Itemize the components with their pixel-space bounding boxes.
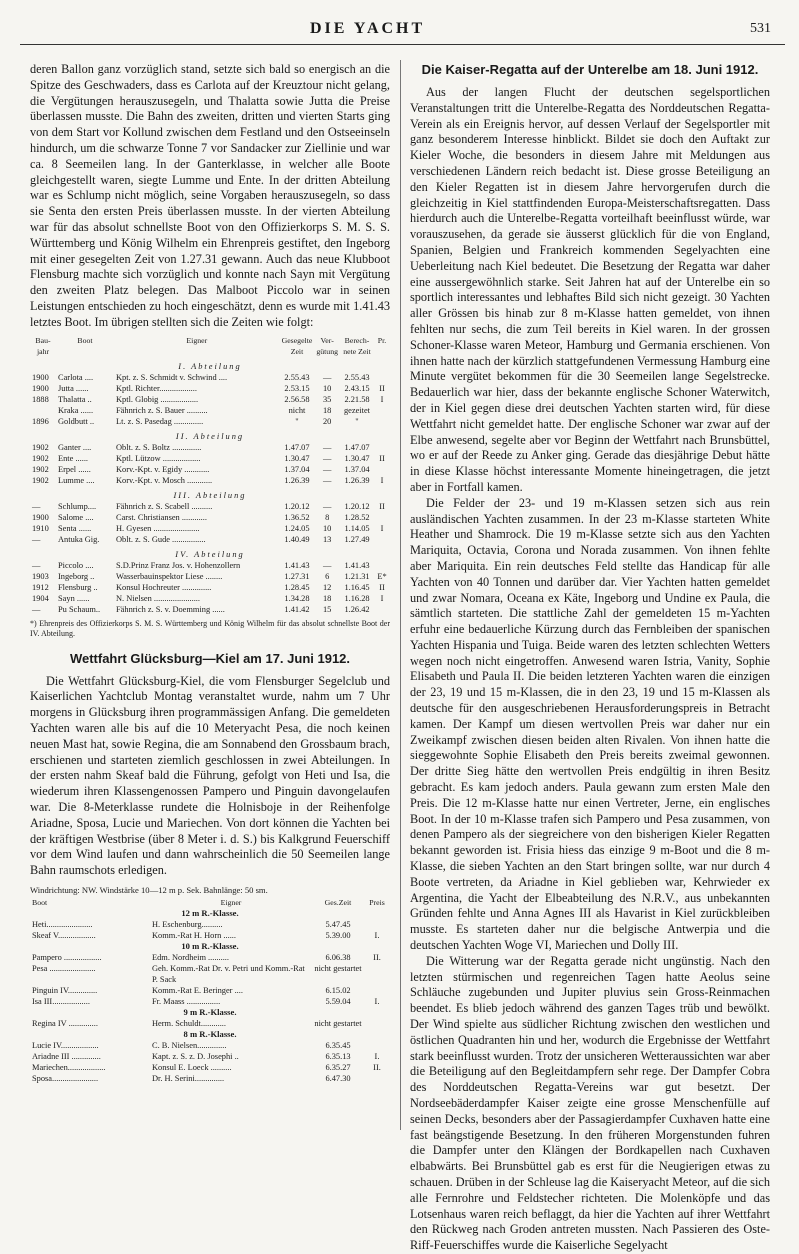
table-cell: E* bbox=[377, 571, 387, 581]
table-row bbox=[30, 952, 390, 963]
table-cell: I. bbox=[374, 996, 380, 1006]
table-cell: Ingeborg .. bbox=[58, 571, 95, 581]
table-cell: — bbox=[322, 372, 332, 382]
table-cell: Konsul E. Loeck .......... bbox=[152, 1062, 232, 1072]
table-cell: 1.37.04 bbox=[284, 464, 310, 474]
table-cell: I bbox=[380, 475, 384, 485]
col-header: Boot bbox=[77, 335, 93, 345]
table-cell: I bbox=[380, 394, 384, 404]
section-heading: Die Kaiser-Regatta auf der Unterelbe am 18. Juni 1912. bbox=[421, 62, 759, 77]
table-section-row bbox=[30, 357, 390, 372]
results-table-body bbox=[30, 357, 390, 615]
table-cell: H. Eschenburg.......... bbox=[152, 919, 223, 929]
table-cell bbox=[374, 442, 390, 453]
table-cell bbox=[364, 919, 390, 930]
table-cell: Schlump.... bbox=[58, 501, 97, 511]
table-row bbox=[30, 416, 390, 427]
table-cell: 1903 bbox=[32, 571, 49, 581]
table-row bbox=[30, 1062, 390, 1073]
table-cell: Fähnrich z. S. v. Doemming ...... bbox=[116, 604, 225, 614]
table-cell: Ganter .... bbox=[58, 442, 92, 452]
table-cell: 1904 bbox=[32, 593, 49, 603]
table-cell: 2.56.58 bbox=[284, 394, 310, 404]
table-row bbox=[30, 582, 390, 593]
table-cell: Geh. Komm.-Rat Dr. v. Petri und Komm.-Rat P. Sack bbox=[152, 963, 305, 984]
table-row bbox=[30, 372, 390, 383]
table-cell: Pinguin IV.............. bbox=[32, 985, 98, 995]
table-row bbox=[30, 394, 390, 405]
table-cell: — bbox=[322, 453, 332, 463]
table-row bbox=[30, 1051, 390, 1062]
table-section-row bbox=[30, 486, 390, 501]
table-cell: Kraka ...... bbox=[58, 405, 94, 415]
col-header: Eigner bbox=[186, 335, 208, 345]
table-row bbox=[30, 919, 390, 930]
table-cell: " bbox=[295, 416, 299, 426]
table-row bbox=[30, 1073, 390, 1084]
table-row bbox=[30, 501, 390, 512]
table-cell: 1.24.05 bbox=[284, 523, 310, 533]
table-cell: 1.27.31 bbox=[284, 571, 310, 581]
table-cell: 1.21.31 bbox=[344, 571, 370, 581]
table-cell: Kptl. Richter.................. bbox=[116, 383, 197, 393]
table-cell: 1.16.45 bbox=[344, 582, 370, 592]
table-cell: Sposa...................... bbox=[32, 1073, 99, 1083]
table-cell: — bbox=[322, 475, 332, 485]
table-cell: — bbox=[32, 604, 41, 614]
table-cell: Regina IV .............. bbox=[32, 1018, 98, 1028]
table-cell: Ente ...... bbox=[58, 453, 89, 463]
table-cell: 1.47.07 bbox=[284, 442, 310, 452]
table-cell: 18 bbox=[322, 405, 332, 415]
table-cell: 2.53.15 bbox=[284, 383, 310, 393]
division-label: III. Abteilung bbox=[173, 490, 247, 500]
table-section-row bbox=[30, 941, 390, 952]
table-cell: nicht bbox=[288, 405, 306, 415]
table-cell: 1.41.43 bbox=[344, 560, 370, 570]
table-cell: Herm. Schuldt............ bbox=[152, 1018, 226, 1028]
table-cell: Piccolo .... bbox=[58, 560, 94, 570]
table-cell: 1900 bbox=[32, 372, 49, 382]
table-cell: Carlota .... bbox=[58, 372, 94, 382]
table-cell: 1.16.28 bbox=[344, 593, 370, 603]
results-table-body bbox=[30, 908, 390, 1084]
table-row bbox=[30, 512, 390, 523]
table-row bbox=[30, 571, 390, 582]
col-header: Berech-nete Zeit bbox=[343, 335, 371, 356]
results-table-gluecksburg bbox=[30, 897, 390, 1084]
table-cell: 6.06.38 bbox=[325, 952, 351, 962]
table-cell: 1.40.49 bbox=[284, 534, 310, 544]
table-cell: S.D.Prinz Franz Jos. v. Hohenzollern bbox=[116, 560, 241, 570]
table-row bbox=[30, 560, 390, 571]
table-cell: 1900 bbox=[32, 512, 49, 522]
table-cell: Pesa ...................... bbox=[32, 963, 96, 973]
table-row bbox=[30, 523, 390, 534]
table-cell: II bbox=[379, 501, 385, 511]
table-cell: Isa III.................. bbox=[32, 996, 90, 1006]
table-cell: Korv.-Kpt. v. Egidy ............ bbox=[116, 464, 210, 474]
col-header: Preis bbox=[369, 897, 385, 907]
table-cell bbox=[374, 372, 390, 383]
table-cell bbox=[374, 464, 390, 475]
table-cell: Kpt. z. S. Schmidt v. Schwind .... bbox=[116, 372, 228, 382]
table-cell: 2.55.43 bbox=[344, 372, 370, 382]
table-cell: Lt. z. S. Pasedag .............. bbox=[116, 416, 204, 426]
paragraph: Aus der langen Flucht der deutschen segelsportlichen Veranstaltungen tritt die Unterelbe-Regatta des Norddeutschen Regatta-Verein als ein Ereignis hervor, auf dessen Verlauf der Segelsportler mit ganz besonderem Interesse hinblickt. Bildet sie doch den Auftakt zur Kieler Woche, die besonders in diesem Jahre mit Meldungen aus verschiedenen Ländern reich bedacht ist. Diese grosse Beteiligung an den Kieler Regatten ist in diesem Jahre hervorgerufen durch die gleichzeitig in Kiel stattfindenden Europa-Meisterschaftsregatten. Dass hierdurch auch die Unterelbe-Regatta vorteilhaft beeinflusst würde, war vorauszusehen, da gerade sie äusserst glücklich für die von England, Spanien, Belgien und Frankreich kommenden Segelyachten eine Ueberleitung nach Kiel bedeutet. Die Besetzung der Regatta war daher eine aussergewöhnlich starke. Seit Jahren hat auf der Unterelbe ein so sportlich interessantes und lebhaftes Bild sich nicht gezeigt. 30 Yachten aller Grössen bis hinab zur 8 m-Klasse hatten gemeldet, von ihnen fehlten nur sechs, die zum Teil bereits in Kiel waren. In der grossen Schoner-Klasse waren Meteor, Hamburg und Germania erschienen. Von ihnen hatte nach der kürzlich stattgefundenen Vermessung Hamburg eine Minute vergütet bekommen für die 30 Seemeilen lange Segelstrecke. Bedauerlich war hier, dass der bekannte englische Schoner Waterwitch, der in Kiel gegen diese drei deutschen Yachten starten wird, für diese Wettfahrt nicht gemeldet hatte. Der englische Schoner war zwar auf der Elbe anwesend, segelte aber vor Beginn der Wettfahrt nach Brunsbüttel, wo er auf der Reede zu Anker ging. Gerade das diesjährige Debut hätte in diese Klasse höchst interessante Momente hineingetragen, die jetzt aber in Fortfall kamen. bbox=[410, 85, 770, 494]
page-number: 531 bbox=[750, 21, 771, 36]
table-cell: 5.59.04 bbox=[325, 996, 351, 1006]
table-cell bbox=[364, 1073, 390, 1084]
table-cell: 1.41.43 bbox=[284, 560, 310, 570]
table-cell: 1902 bbox=[32, 475, 49, 485]
table-cell: 35 bbox=[322, 394, 332, 404]
paragraph: deren Ballon ganz vorzüglich stand, setzte sich bald so energisch an die Spitze des Geschwaders, dass es Carlota auf der Kreuztour nicht gelang, die Vergütungen herauszusegeln, und Thalatta sowie Jutta die Preise überlassen musste. Die Bahn des zweiten, dritten und vierten Starts ging von dem Start vor Kollund zwischen dem Festland und den Ostseeinseln hindurch, um die schwarze Tonne 7 vor Sandacker zur Ziellinie und war ca. 8 Seemeilen lang. In der Ganterklasse, in welcher alle Boote gleichgestellt waren, siegte Lumme und Ente. In der dritten Abteilung war es Schlump nicht möglich, seine Vorgaben herauszusegeln, so dass sie Senta den ersten Preis überlassen musste. In der vierten Abteilung war für das absolut schnellste Boot von den Offizierkorps S. M. S. S. Württemberg und König Wilhelm ein Ehrenpreis gestiftet, den Ingeborg mit einer gesegelten Zeit von 1.27.31 gewann. Auch das neue Klubboot Flensburg machte sich vorzüglich und konnte nach Sayn mit Vergütung den zweiten Platz belegen. Das Malboot Piccolo war in seinen Leistungen entschieden zu hoch eingeschätzt, denn es wurde mit 1.41.43 letztes Boot. Im übrigen stellten sich die Zeiten wie folgt: bbox=[30, 62, 390, 329]
table-cell: 1.30.47 bbox=[344, 453, 370, 463]
table-cell: 1902 bbox=[32, 453, 49, 463]
table-cell: Oblt. z. S. Gude ................ bbox=[116, 534, 206, 544]
table-cell bbox=[364, 1040, 390, 1051]
table-cell: 2.43.15 bbox=[344, 383, 370, 393]
table-cell: nicht gestartet bbox=[314, 963, 362, 973]
table-cell: " bbox=[355, 416, 359, 426]
table-cell: 2.21.58 bbox=[344, 394, 370, 404]
col-header: Bau-jahr bbox=[35, 335, 51, 356]
table-cell: Fr. Maass ................ bbox=[152, 996, 221, 1006]
table-section-row bbox=[30, 1007, 390, 1018]
table-cell: 6.15.02 bbox=[325, 985, 351, 995]
table-cell bbox=[374, 560, 390, 571]
table-cell: Kptl. Lützow .................. bbox=[116, 453, 201, 463]
class-label: 9 m R.-Klasse. bbox=[183, 1006, 237, 1017]
table-cell: Salome .... bbox=[58, 512, 94, 522]
table-cell: 18 bbox=[322, 593, 332, 603]
table-cell: — bbox=[32, 560, 41, 570]
table-cell: Pampero .................. bbox=[32, 952, 102, 962]
table-cell: I. bbox=[374, 930, 380, 940]
table-cell: Flensburg .. bbox=[58, 582, 98, 592]
table-row bbox=[30, 534, 390, 545]
table-cell: II bbox=[379, 582, 385, 592]
page-header bbox=[0, 0, 799, 50]
table-cell: 1.36.52 bbox=[284, 512, 310, 522]
table-section-row bbox=[30, 545, 390, 560]
col-header: Ges.Zeit bbox=[324, 897, 352, 907]
table-cell: Senta ...... bbox=[58, 523, 92, 533]
table-cell: 15 bbox=[322, 604, 332, 614]
table-cell: Ariadne III .............. bbox=[32, 1051, 101, 1061]
table-cell: 1.30.47 bbox=[284, 453, 310, 463]
header-rule bbox=[20, 44, 785, 45]
table-cell: Fähnrich z. S. Bauer .......... bbox=[116, 405, 208, 415]
table-cell: 1.28.52 bbox=[344, 512, 370, 522]
table-cell: Antuka Gig. bbox=[58, 534, 100, 544]
table-cell: Kptl. Globig .................. bbox=[116, 394, 199, 404]
table-row bbox=[30, 475, 390, 486]
division-label: IV. Abteilung bbox=[175, 549, 245, 559]
table-cell: N. Nielsen ...................... bbox=[116, 593, 200, 603]
col-header: Ver-gütung bbox=[316, 335, 339, 356]
table-cell: 1.14.05 bbox=[344, 523, 370, 533]
table-cell: 6.35.13 bbox=[325, 1051, 351, 1061]
table-cell: H. Gyesen ...................... bbox=[116, 523, 200, 533]
table-footnote: *) Ehrenpreis des Offizierkorps S. M. S. Württemberg und König Wilhelm für das absolut schnellste Boot der IV. Abteilung. bbox=[30, 618, 390, 638]
table-cell: 20 bbox=[322, 416, 332, 426]
table-cell: Komm.-Rat E. Beringer .... bbox=[152, 985, 243, 995]
table-cell: Mariechen.................. bbox=[32, 1062, 106, 1072]
table-cell: Konsul Hochreuter .............. bbox=[116, 582, 212, 592]
table-cell bbox=[364, 1018, 390, 1029]
table-cell: Erpel ...... bbox=[58, 464, 91, 474]
table-cell: 1.20.12 bbox=[284, 501, 310, 511]
table-row bbox=[30, 985, 390, 996]
table-cell: gezeitet bbox=[343, 405, 371, 415]
table-cell: 1.47.07 bbox=[344, 442, 370, 452]
table-cell: Wasserbauinspektor Liese ........ bbox=[116, 571, 223, 581]
paragraph: Die Wettfahrt Glücksburg-Kiel, die vom Flensburger Segelclub und Kaiserlichen Yachtclub Montag veranstaltet wurde, nahm um 7 Uhr morgens in Glücksburg ihren programmässigen Anfang. Die gemeldeten Yachten waren alle bis auf die 10 Meteryacht Pesa, die noch keinen neuen Mast hat, sowie Regina, die am Sonnabend den Grossbaum brach, erschienen und starteten ziemlich geschlossen in zwei Abteilungen. In der ersten nahm Skeaf bald die Führung, gefolgt von Heti und Isa, die wiederum ihren Klassengenossen Pampero und Pinguin davongelaufen war. Die 8-Meterklasse rundete die Holnisboje in der Reihenfolge Ariadne, Sposa, Lucie und Mariechen. Von dort können die Yachten bei der kräftigen Westbrise (über 8 Meter i. d. S.) bis Kalkgrund Feuerschiff vor dem Wind laufen und dann wahrscheinlich die 50 Seemeilen lange Bahn raumschots erledigen. bbox=[30, 673, 390, 878]
table-cell: 6.35.45 bbox=[325, 1040, 351, 1050]
table-cell: Lucie IV.................. bbox=[32, 1040, 99, 1050]
table-cell: 12 bbox=[322, 582, 332, 592]
table-row bbox=[30, 442, 390, 453]
table-cell: 1.37.04 bbox=[344, 464, 370, 474]
table-cell: Thalatta .. bbox=[58, 394, 92, 404]
journal-title: DIE YACHT bbox=[310, 20, 426, 37]
table-section-row bbox=[30, 908, 390, 919]
table-cell: — bbox=[322, 560, 332, 570]
table-cell: I bbox=[380, 523, 384, 533]
table-cell bbox=[364, 963, 390, 985]
table-cell: II. bbox=[373, 1062, 381, 1072]
table-cell: 6 bbox=[325, 571, 330, 581]
table-row bbox=[30, 453, 390, 464]
table-section-row bbox=[30, 427, 390, 442]
table-cell: 1.41.42 bbox=[284, 604, 310, 614]
class-label: 10 m R.-Klasse. bbox=[181, 940, 239, 951]
table-row bbox=[30, 405, 390, 416]
table-cell: 10 bbox=[322, 523, 332, 533]
table-cell: 13 bbox=[322, 534, 332, 544]
table-cell: Lumme .... bbox=[58, 475, 95, 485]
column-divider bbox=[400, 60, 401, 1130]
table-cell: — bbox=[32, 534, 41, 544]
table-cell: Edm. Nordheim .......... bbox=[152, 952, 229, 962]
table-row bbox=[30, 1018, 390, 1029]
table-cell bbox=[374, 534, 390, 545]
table-cell: 10 bbox=[322, 383, 332, 393]
table-cell bbox=[374, 512, 390, 523]
table-cell: 8 bbox=[325, 512, 330, 522]
table-cell: Jutta ...... bbox=[58, 383, 89, 393]
col-header: Pr. bbox=[377, 335, 387, 345]
table-cell: Skeaf V.................. bbox=[32, 930, 96, 940]
table-cell bbox=[374, 604, 390, 615]
race-conditions: Windrichtung: NW. Windstärke 10—12 m p. Sek. Bahnlänge: 50 sm. bbox=[30, 884, 268, 895]
table-cell: 1.34.28 bbox=[284, 593, 310, 603]
table-cell: — bbox=[32, 501, 41, 511]
table-cell: — bbox=[322, 501, 332, 511]
table-cell: 5.47.45 bbox=[325, 919, 351, 929]
table-row bbox=[30, 996, 390, 1007]
right-column bbox=[410, 62, 770, 1254]
table-cell: 1888 bbox=[32, 394, 49, 404]
table-cell: 1.26.39 bbox=[344, 475, 370, 485]
col-header: Boot bbox=[32, 897, 48, 907]
table-row bbox=[30, 593, 390, 604]
table-cell: 1900 bbox=[32, 383, 49, 393]
section-heading: Wettfahrt Glücksburg—Kiel am 17. Juni 1912. bbox=[69, 650, 351, 666]
table-cell: 1912 bbox=[32, 582, 49, 592]
table-row bbox=[30, 464, 390, 475]
table-cell bbox=[374, 416, 390, 427]
table-cell: 5.39.00 bbox=[325, 930, 351, 940]
table-cell: Heti...................... bbox=[32, 919, 93, 929]
table-cell: 1896 bbox=[32, 416, 49, 426]
paragraph: Die Felder der 23- und 19 m-Klassen setzen sich aus rein ausländischen Yachten zusammen. In der 23 m-Klasse starteten White Heather und Shamrock. Die 19 m-Klasse setzte sich aus den Yachten Mariquita, Octavia, Corona und Norada zusammen. Von ihnen fehlte aber Mariquita. Ein rein deutsches Feld stellte das Handicap für alle Yachten von 40 Tonnen und darüber dar. Vier Yachten hatten gemeldet und zwar Nomara, Oceana ex Käte, Ingeborg und Undine ex Paula, die sämtlich starteten. Die stattliche Zahl der gemeldeten 15 m-Yachten erfuhr eine bedauerliche Kürzung durch das Fernbleiben der spanischen Yachten Hispania und Tuiga. Beide waren des letzten schlechten Wetters wegen noch nicht eingetroffen. Anwesend waren Istria, Vanity, Sophie Elisabeth und Paula II. Die beiden letzteren Yachten waren die einzigen der 23, 19 und 15 m-Klassen, die in den 23, 19 und 15 m-Klassen als deutsche für den ausgeschriebenen Herausforderungspreis in Betracht kamen. Der Kampf um diesen wertvollen Preis war daher nur ein Zweikampf zwischen diesen beiden alten Rivalen. Von ihnen hatte die sieggewohnte Sophie Elisabeth den Preis bereits zweimal gewonnen. Der dritte Sieg hätte den wertvollen Preis endgültig in ihren Besitz gebracht. Es kam jedoch anders. Paula gewann zum ersten Male den Preis. Die 12 m-Klasse hatte nur einen Vertreter, Jerne, ein englisches Boot. In der 10 m-Klasse trafen sich Pampero und Pesa zusammen, von denen Pampero als der siegreichere von den bisherigen Kieler Regatten bekannt geworden ist. Frisia hiess das einzige 9 m-Boot und die 8 m-Klasse, die sieben Yachten an den Start bringen sollte, war nur durch 4 Boote vertreten, da Ariadne in Kiel geblieben war, Kehrwieder ex Argentina, die Yacht der Elbeabteilung des N.R.V., aus unbekannten Gründen fehlte und Anna Agnes III als Havarist in Kiel zurückbleiben musste. Es starteten daher nur die belgische Antwerpia und die deutschen Yachten Woge VI, Mariechen und Dolly III. bbox=[410, 495, 770, 953]
col-header: Gesegelte Zeit bbox=[281, 335, 313, 356]
table-cell: 1910 bbox=[32, 523, 49, 533]
table-cell: Komm.-Rat H. Horn ...... bbox=[152, 930, 236, 940]
table-cell: Dr. H. Serini.............. bbox=[152, 1073, 225, 1083]
table-cell: Sayn ...... bbox=[58, 593, 90, 603]
class-label: 8 m R.-Klasse. bbox=[183, 1028, 237, 1039]
left-column bbox=[30, 62, 390, 1084]
table-cell: 1.26.39 bbox=[284, 475, 310, 485]
table-cell bbox=[374, 405, 390, 416]
table-cell: Goldbutt .. bbox=[58, 416, 95, 426]
table-row bbox=[30, 383, 390, 394]
table-cell: Kapt. z. S. z. D. Josephi .. bbox=[152, 1051, 239, 1061]
table-cell: 1.20.12 bbox=[344, 501, 370, 511]
table-cell: Oblt. z. S. Boltz .............. bbox=[116, 442, 202, 452]
table-cell: 1.27.49 bbox=[344, 534, 370, 544]
table-row bbox=[30, 1040, 390, 1051]
table-cell: II bbox=[379, 453, 385, 463]
table-cell: 1.28.45 bbox=[284, 582, 310, 592]
table-cell: Korv.-Kpt. v. Mosch ............ bbox=[116, 475, 213, 485]
table-section-row bbox=[30, 1029, 390, 1040]
col-header: Eigner bbox=[220, 897, 242, 907]
table-cell bbox=[30, 405, 56, 416]
table-cell: I bbox=[380, 593, 384, 603]
table-cell: Carst. Christiansen ............ bbox=[116, 512, 207, 522]
table-cell: 1902 bbox=[32, 464, 49, 474]
table-cell: — bbox=[322, 464, 332, 474]
paragraph: Die Witterung war der Regatta gerade nicht ungünstig. Nach den letzten stürmischen und regenreichen Tagen hatte Aeolus seine Schläuche zugebunden und Jupiter pluvius sein Gross-Reinmachen beendet. Es blieb jedoch während des ganzen Tages trüb und bewölkt. Der Wind spielte aus südlicher Richtung zwischen den westlichen und östlichen Quadranten hin und her, wodurch die Ergebnisse der Wettfahrt stark beeinflusst wurden. Trotz der unsicheren Wetteraussichten war aber die Beteiligung auf den Begleitdampfern sehr rege. Der Dampfer Cobra des Norddeutschen Regatta-Vereins war gut besetzt. Der Nordseebäderdampfer Kaiser zeigte eine grosse Menschenfülle auf seinen Decks, besonders aber der Passagierdampfer Cuxhaven hatte eine fast beängstigende Besetzung. In den früheren Morgenstunden fuhren die Dampfer unter den Klängen der Bordkapellen nach Cuxhaven elbabwärts. Bei Brunsbüttel gab es erst für die Neugierigen etwas zu schauen. Drüben in der Schleuse lag die Kaiseryacht Meteor, auf die sich alle Fernrohre und Feldstecher richteten. Die Molenköpfe und das Lotsenhaus waren reich beflaggt, da hier die Yachten auf ihrer Wettfahrt den Rückweg nach Groden antreten mussten. Nach Passieren des Oste-Riff-Feuerschiffes wurde die Kaiserliche Segelyacht bbox=[410, 953, 770, 1253]
table-cell: nicht gestartet bbox=[314, 1018, 362, 1028]
table-row bbox=[30, 930, 390, 941]
table-cell: 6.35.27 bbox=[325, 1062, 351, 1072]
table-cell: II. bbox=[373, 952, 381, 962]
results-table-flensburg bbox=[30, 335, 390, 615]
table-cell: 1.26.42 bbox=[344, 604, 370, 614]
table-cell: C. B. Nielsen.............. bbox=[152, 1040, 227, 1050]
table-cell: 6.47.30 bbox=[325, 1073, 351, 1083]
table-cell: Pu Schaum.. bbox=[58, 604, 101, 614]
division-label: II. Abteilung bbox=[175, 431, 245, 441]
class-label: 12 m R.-Klasse. bbox=[181, 907, 239, 918]
table-cell: II bbox=[379, 383, 385, 393]
division-label: I. Abteilung bbox=[178, 361, 242, 371]
table-cell bbox=[364, 985, 390, 996]
table-cell: I. bbox=[374, 1051, 380, 1061]
table-row bbox=[30, 963, 390, 985]
table-cell: — bbox=[322, 442, 332, 452]
table-cell: 2.55.43 bbox=[284, 372, 310, 382]
table-cell: 1902 bbox=[32, 442, 49, 452]
table-row bbox=[30, 604, 390, 615]
table-cell: Fähnrich z. S. Scabell .......... bbox=[116, 501, 213, 511]
